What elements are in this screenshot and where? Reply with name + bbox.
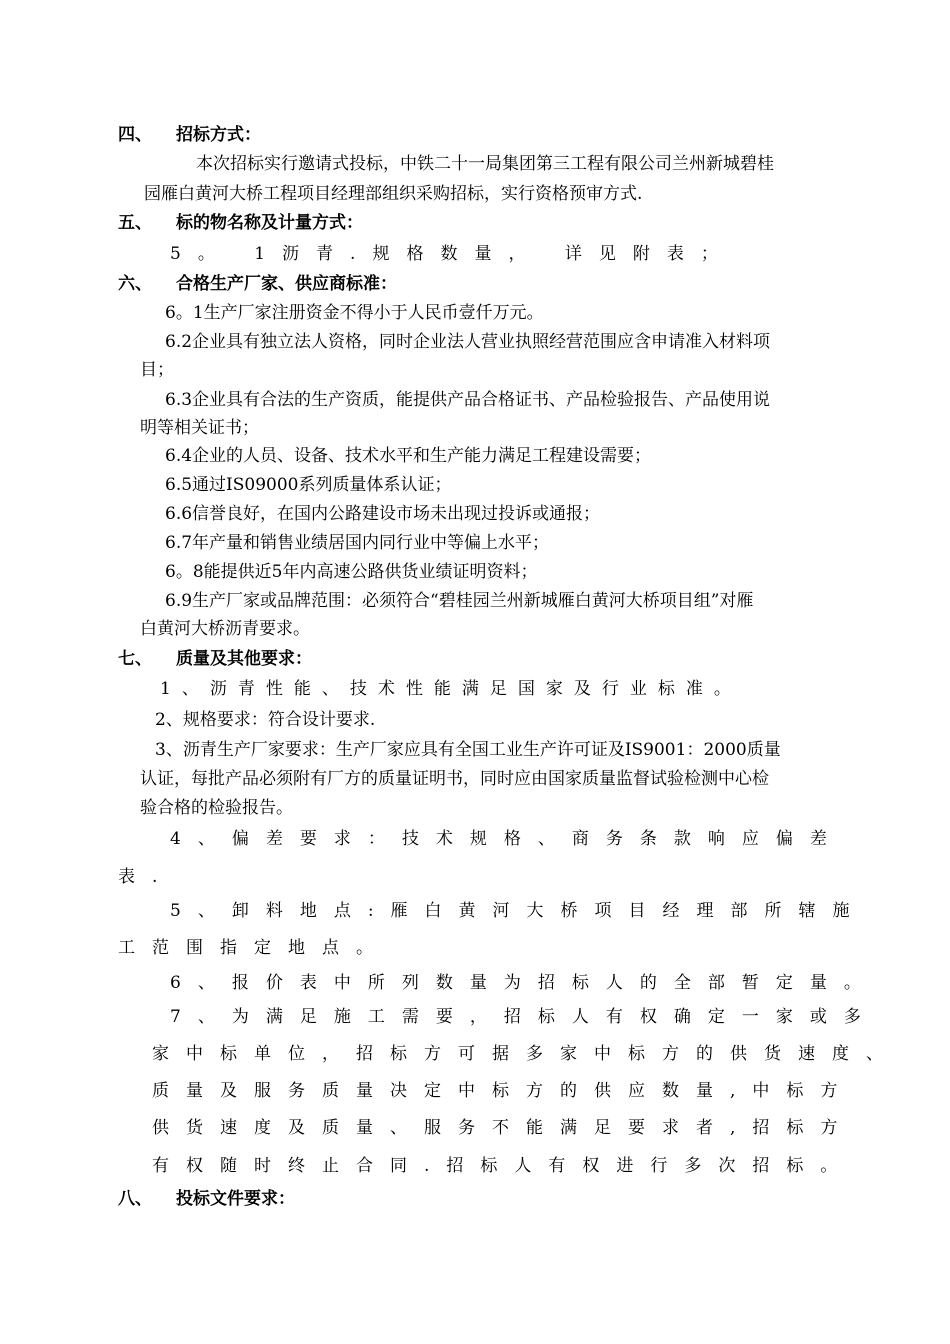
section-7-item-3-line-3: 验合格的检验报告。 — [140, 798, 293, 818]
section-7-item-3-line-1: 3、沥青生产厂家要求：生产厂家应具有全国工业生产许可证及IS9001：2000质量 — [155, 740, 781, 760]
section-6-item-4: 6.4企业的人员、设备、技术水平和生产能力满足工程建设需要； — [165, 446, 652, 466]
section-4-paragraph-line-2: 园雁白黄河大桥工程项目经理部组织采购招标，实行资格预审方式. — [144, 184, 643, 204]
section-8-number: 八、 — [118, 1189, 152, 1209]
section-7-item-7-line-1: 7、为满足施工需要，招标人有权确定一家或多 — [170, 1007, 878, 1027]
section-7-item-5-line-2: 工范围指定地点。 — [118, 938, 390, 958]
section-6-item-9-line-1: 6.9生产厂家或品牌范围：必须符合“碧桂园兰州新城雁白黄河大桥项目组”对雁 — [165, 591, 754, 611]
section-7-item-7-line-2: 家中标单位，招标方可据多家中标方的供货速度、 — [152, 1044, 900, 1064]
section-7-item-1: 1、沥青性能、技术性能满足国家及行业标准。 — [160, 679, 742, 699]
section-5-number: 五、 — [118, 213, 152, 233]
section-7-item-7-line-4: 供货速度及质量、服务不能满足要求者,招标方 — [152, 1118, 855, 1138]
section-6-item-6: 6.6信誉良好，在国内公路建设市场未出现过投诉或通报； — [165, 504, 601, 524]
section-8-heading — [118, 1188, 295, 1210]
section-7-item-5-line-1: 5、卸料地点:雁白黄河大桥项目经理部所辖施 — [170, 901, 867, 921]
section-4-title: 招标方式： — [176, 125, 261, 145]
section-6-item-2-line-2: 目； — [140, 360, 174, 380]
section-4-heading — [118, 124, 261, 146]
section-7-item-4-line-2: 表. — [118, 867, 175, 887]
section-5-title: 标的物名称及计量方式： — [176, 213, 363, 233]
section-6-number: 六、 — [118, 274, 152, 294]
section-5-heading — [118, 212, 363, 234]
section-6-item-7: 6.7年产量和销售业绩居国内同行业中等偏上水平； — [165, 533, 550, 553]
section-7-number: 七、 — [118, 649, 152, 669]
section-6-item-1: 6。1生产厂家注册资金不得小于人民币壹仟万元。 — [165, 303, 544, 323]
section-4-number: 四、 — [118, 125, 152, 145]
section-7-item-2: 2、规格要求：符合设计要求. — [155, 710, 376, 730]
section-6-item-8: 6。8能提供近5年内高速公路供货业绩证明资料； — [165, 562, 538, 582]
section-7-item-7-line-3: 质量及服务质量决定中标方的供应数量,中标方 — [152, 1081, 855, 1101]
section-7-item-6: 6、报价表中所列数量为招标人的全部暂定量。 — [170, 973, 878, 993]
section-6-title: 合格生产厂家、供应商标准： — [176, 274, 397, 294]
section-6-item-2-line-1: 6.2企业具有独立法人资格，同时企业法人营业执照经营范围应含申请准入材料项 — [165, 332, 771, 352]
section-5-item-1: 5。 1沥青.规格数量， 详见附表； — [170, 244, 735, 264]
section-7-heading — [118, 648, 312, 670]
section-7-item-4-line-1: 4、偏差要求：技术规格、商务条款响应偏差 — [170, 829, 844, 849]
section-7-item-7-line-5: 有权随时终止合同.招标人有权进行多次招标。 — [152, 1156, 855, 1176]
section-6-item-5: 6.5通过IS09000系列质量体系认证； — [165, 475, 452, 495]
section-4-paragraph-line-1: 本次招标实行邀请式投标，中铁二十一局集团第三工程有限公司兰州新城碧桂 — [196, 154, 774, 174]
section-6-heading — [118, 273, 397, 295]
section-8-title: 投标文件要求： — [176, 1189, 295, 1209]
section-7-item-3-line-2: 认证，每批产品必须附有厂方的质量证明书，同时应由国家质量监督试验检测中心检 — [140, 769, 769, 789]
section-6-item-3-line-2: 明等相关证书； — [140, 418, 259, 438]
section-6-item-3-line-1: 6.3企业具有合法的生产资质，能提供产品合格证书、产品检验报告、产品使用说 — [165, 390, 771, 410]
section-7-title: 质量及其他要求： — [176, 649, 312, 669]
section-6-item-9-line-2: 白黄河大桥沥青要求。 — [140, 619, 310, 639]
